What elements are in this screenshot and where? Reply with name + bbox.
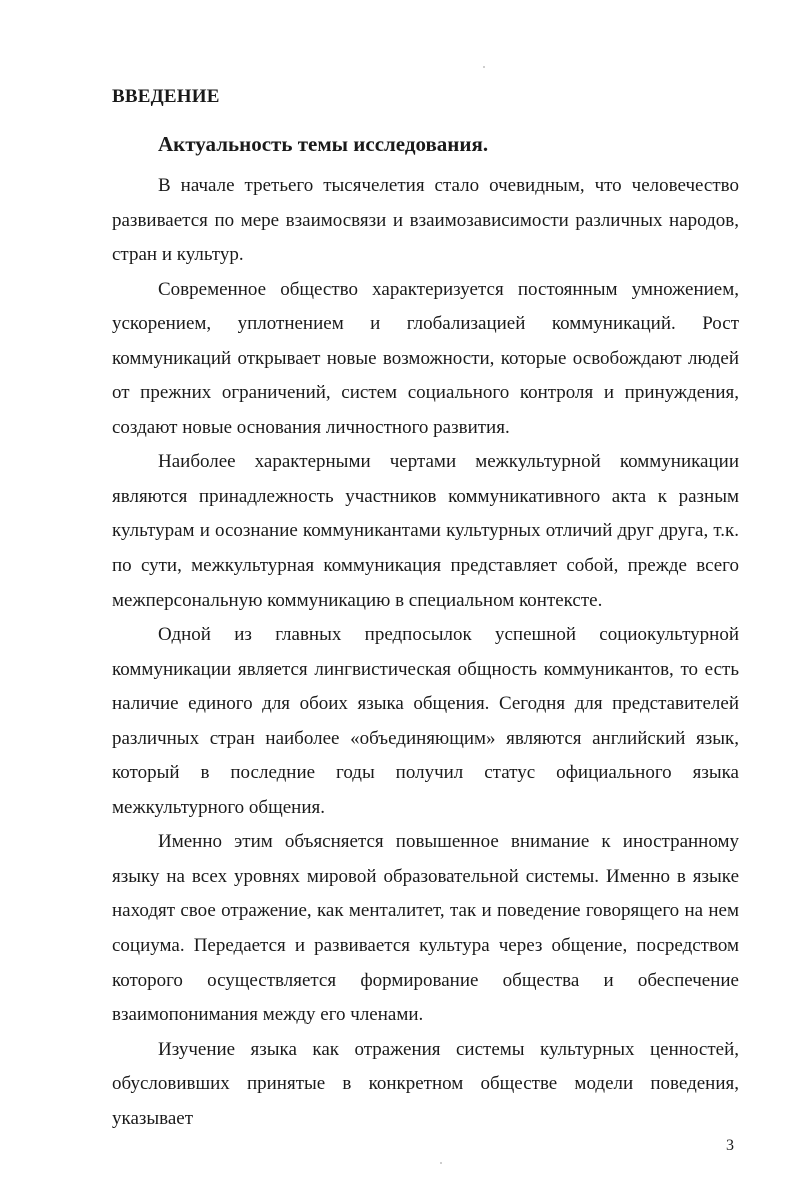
- paragraph-3: Наиболее характерными чертами межкультурной коммуникации являются принадлежность участников коммуникативного акта к разным культурам и осознание коммуникантами культурных отличий друг друга, т.к. по сути, межкультурная коммуникация представляет собой, прежде всего межперсональную коммуникацию в специальном контексте.: [112, 451, 739, 611]
- section-heading: Актуальность темы исследования.: [158, 132, 489, 156]
- scan-artifact: [483, 66, 485, 68]
- paragraph-5: Именно этим объясняется повышенное внимание к иностранному языку на всех уровнях мировой образовательной системы. Именно в языке находят свое отражение, как менталитет, так и поведение говорящего на нем социума. Передается и развивается культура через общение, посредством которого осуществляется формирование общества и обеспечение взаимопонимания между его членами.: [112, 831, 739, 1026]
- paragraph-2: Современное общество характеризуется постоянным умножением, ускорением, уплотнением и глобализацией коммуникаций. Рост коммуникаций открывает новые возможности, которые освобождают людей от прежних ограничений, систем социального контроля и принуждения, создают новые основания личностного развития.: [112, 278, 739, 438]
- paragraph-1: В начале третьего тысячелетия стало очевидным, что человечество развивается по мере взаимосвязи и взаимозависимости различных народов, стран и культур.: [112, 175, 739, 266]
- page-number: 3: [726, 1137, 734, 1154]
- paragraph-6: Изучение языка как отражения системы культурных ценностей, обусловивших принятые в конкретном обществе модели поведения, указывает: [112, 1038, 739, 1129]
- body-text: [112, 169, 739, 1136]
- chapter-heading: ВВЕДЕНИЕ: [112, 86, 220, 107]
- scan-artifact: [440, 1162, 442, 1164]
- paragraph-4: Одной из главных предпосылок успешной социокультурной коммуникации является лингвистическая общность коммуникантов, то есть наличие единого для обоих языка общения. Сегодня для представителей различных стран наиболее «объединяющим» являются английский язык, который в последние годы получил статус официального языка межкультурного общения.: [112, 624, 739, 818]
